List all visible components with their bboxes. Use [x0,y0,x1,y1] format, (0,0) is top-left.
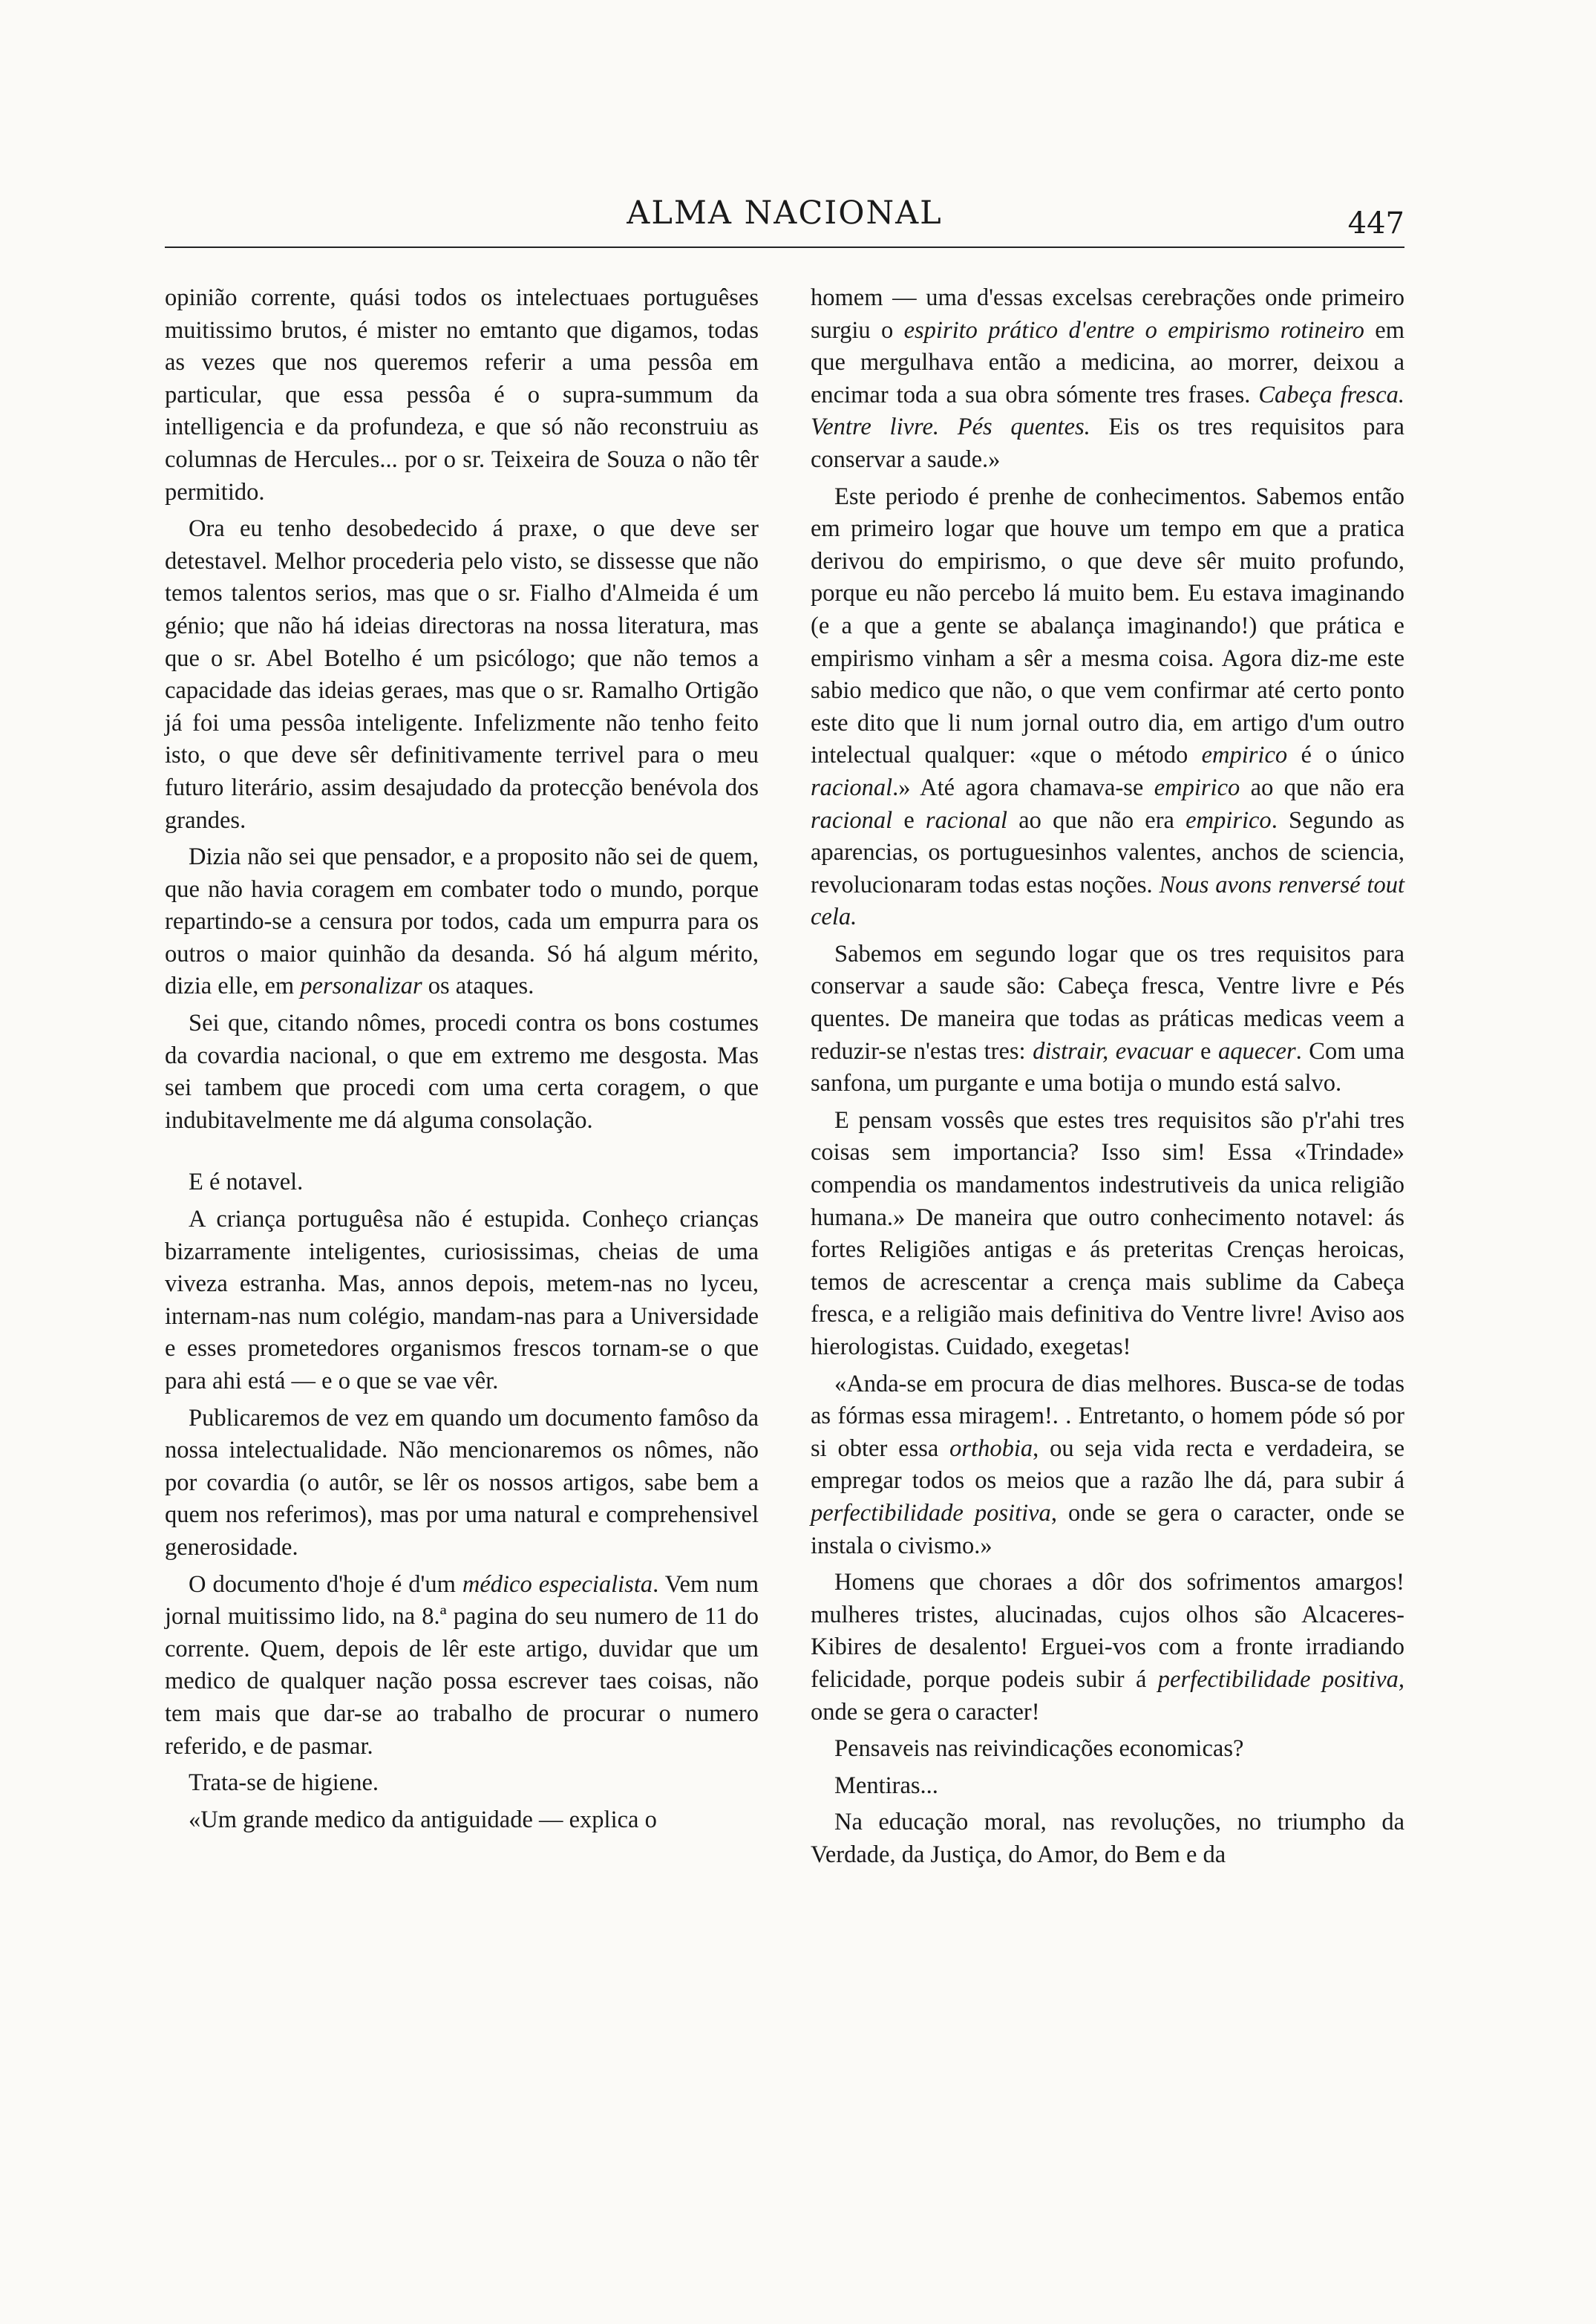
paragraph: Mentiras... [834,1772,938,1799]
paragraph: E é notavel. [189,1169,304,1196]
paragraph: Dizia não sei que pensador, e a proposito não sei de quem, que não havia coragem em combater todo o mundo, porque repartindo-se a censura por todos, cada um empurra para os outros o maior quinhão da desanda. Só há algum mérito, dizia elle, em personalizar os ataques. [165,843,759,1000]
paragraph: opinião corrente, quási todos os intelectuaes portuguêses muitissimo brutos, é mister no emtanto que digamos, todas as vezes que nos queremos referir a uma pessôa em particular, que essa pessôa é o supra-summum da intelligencia e da profundeza, e que só não reconstruiu as columnas de Hercules... por o sr. Teixeira de Souza o não têr permitido. [165,284,759,506]
paragraph: O documento d'hoje é d'um médico especialista. Vem num jornal muitissimo lido, na 8.ª pagina do seu numero de 11 do corrente. Quem, depois de lêr este artigo, duvidar que um medico de qualquer nação possa escrever taes coisas, não tem mais que dar-se ao trabalho de procurar o numero referido, e de pasmar. [165,1570,759,1760]
paragraph: A criança portuguêsa não é estupida. Conheço crianças bizarramente inteligentes, curiosissimas, cheias de uma viveza estranha. Mas, annos depois, metem-nas no lyceu, internam-nas num colégio, mandam-nas para a Universidade e esses prometedores organismos frescos tornam-se o que para ahi está — e o que se vae vêr. [165,1206,759,1394]
paragraph: Ora eu tenho desobedecido á praxe, o que deve ser detestavel. Melhor procederia pelo visto, se dissesse que não temos talentos serios, mas que o sr. Fialho d'Almeida é um génio; que não há ideias directoras na nossa literatura, mas que o sr. Abel Botelho é um psicólogo; que não temos a capacidade das ideias geraes, mas que o sr. Ramalho Ortigão já foi uma pessôa inteligente. Infelizmente não tenho feito isto, o que deve sêr definitivamente terrivel para o meu futuro literário, assim desajudado da protecção benévola dos grandes. [165,515,759,834]
left-column [165,282,759,1841]
running-title: ALMA NACIONAL [627,195,943,232]
paragraph: Sabemos em segundo logar que os tres requisitos para conservar a saude são: Cabeça fresca, Ventre livre e Pés quentes. De maneira que todas as práticas medicas veem a reduzir-se n'estas tres: distrair, evacuar e aquecer. Com uma sanfona, um purgante e uma botija o mundo está salvo. [811,940,1404,1097]
paragraph: «Anda-se em procura de dias melhores. Busca-se de todas as fórmas essa miragem!. . Entretanto, o homem póde só por si obter essa orthobia, ou seja vida recta e verdadeira, se empregar todos os meios que a razão lhe dá, para subir á perfectibilidade positiva, onde se gera o caracter, onde se instala o civismo.» [811,1370,1405,1559]
paragraph: Este periodo é prenhe de conhecimentos. Sabemos então em primeiro logar que houve um tempo em que a pratica derivou do empirismo, o que deve sêr muito profundo, porque eu não percebo lá muito bem. Eu estava imaginando (e a que a gente se abalança imaginando!) que prática e empirismo vinham a sêr a mesma coisa. Agora diz-me este sabio medico que não, o que vem confirmar até certo ponto este dito que li num jornal outro dia, em artigo d'um outro intelectual qualquer: «que o método empirico é o único racional.» Até agora chamava-se empirico ao que não era racional e racional ao que não era empirico. Segundo as aparencias, os portuguesinhos valentes, anchos de sciencia, revolucionaram todas estas noções. Nous avons renversé tout cela. [811,483,1404,931]
paragraph: E pensam vossês que estes tres requisitos são p'r'ahi tres coisas sem importancia? Isso sim! Essa «Trindade» compendia os mandamentos indestrutiveis da unica religião humana.» De maneira que outro conhecimento notavel: ás fortes Religiões antigas e ás preteritas Crenças heroicas, temos de acrescentar a crença mais sublime da Cabeça fresca, e a religião mais definitiva do Ventre livre! Aviso aos hierologistas. Cuidado, exegetas! [811,1106,1404,1360]
right-column [811,282,1404,1876]
paragraph: Trata-se de higiene. [189,1769,379,1797]
paragraph: «Um grande medico da antiguidade — explica o [189,1806,657,1833]
paragraph: Homens que choraes a dôr dos sofrimentos amargos! mulheres tristes, alucinadas, cujos olhos são Alcaceres-Kibires de desalento! Erguei-vos com a fronte irradiando felicidade, porque podeis subir á perfectibilidade positiva, onde se gera o caracter! [811,1569,1404,1726]
page-header [165,195,1404,247]
paragraph: Pensaveis nas reivindicações economicas? [834,1735,1244,1763]
page-number: 447 [1347,206,1404,241]
header-rule [165,247,1404,248]
paragraph: Sei que, citando nômes, procedi contra os bons costumes da covardia nacional, o que em extremo me desgosta. Mas sei tambem que procedi com uma certa coragem, o que indubitavelmente me dá alguma consolação. [165,1010,759,1134]
paragraph: Na educação moral, nas revoluções, no triumpho da Verdade, da Justiça, do Amor, do Bem e da [811,1809,1404,1868]
paragraph: homem — uma d'essas excelsas cerebrações onde primeiro surgiu o espirito prático d'entre o empirismo rotineiro em que mergulhava então a medicina, ao morrer, deixou a encimar toda a sua obra sómente tres frases. Cabeça fresca. Ventre livre. Pés quentes. Eis os tres requisitos para conservar a saude.» [811,284,1404,473]
paragraph: Publicaremos de vez em quando um documento famôso da nossa intelectualidade. Não mencionaremos os nômes, não por covardia (o autôr, se lêr os nossos artigos, sabe bem a quem nos referimos), mas por uma natural e comprehensivel generosidade. [165,1404,759,1561]
